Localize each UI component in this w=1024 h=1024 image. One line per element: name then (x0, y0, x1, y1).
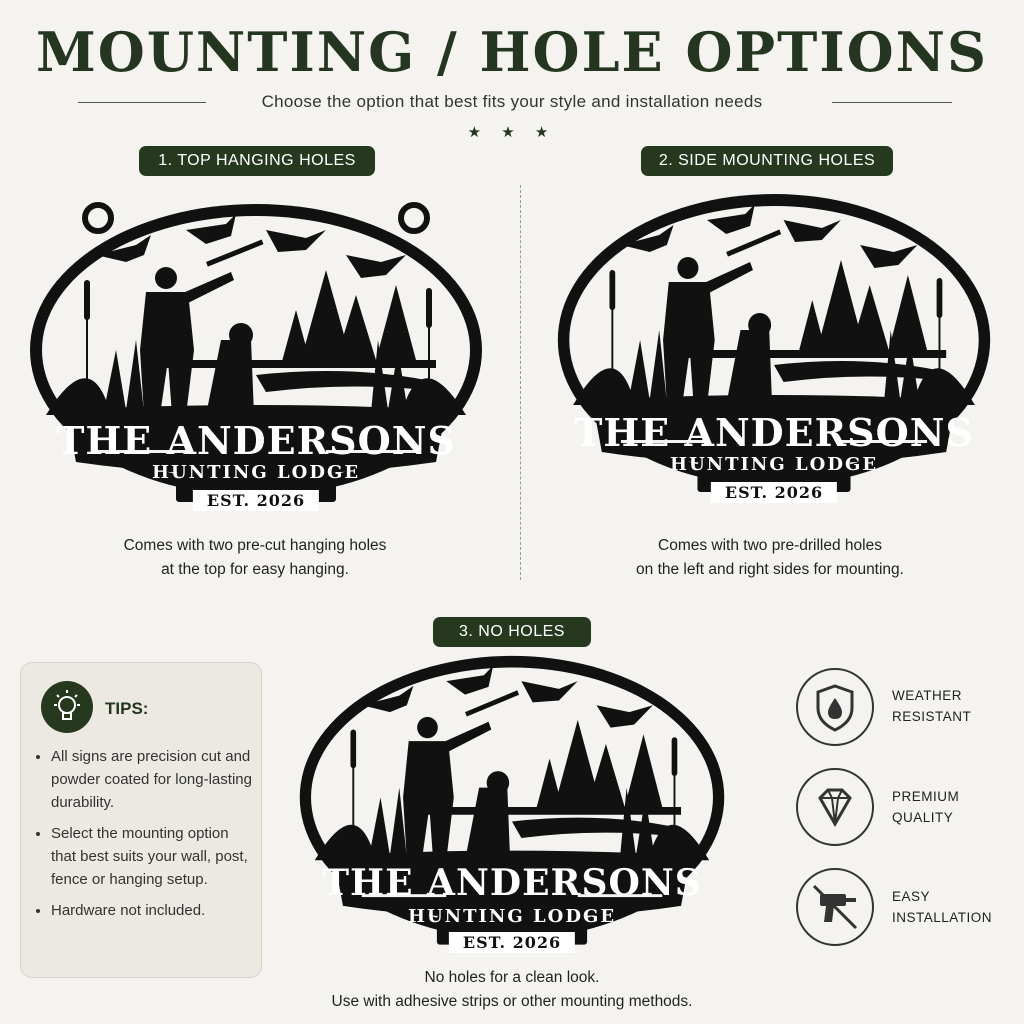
option-3-label: 3. NO HOLES (433, 617, 591, 647)
no-drill-icon (796, 868, 874, 946)
option-3-caption: No holes for a clean look. Use with adhesive strips or other mounting methods. (331, 969, 693, 1010)
sign-subtitle: HUNTING LODGE (151, 462, 361, 483)
weather-shield-icon (796, 668, 874, 746)
column-divider (520, 185, 521, 580)
page-title: MOUNTING / HOLE OPTIONS (36, 20, 988, 84)
sign-no-holes (296, 652, 728, 962)
sign-est: EST. 2026 (449, 932, 575, 953)
page-subtitle: Choose the option that best fits your style and installation needs (261, 92, 763, 111)
sign-subtitle: HUNTING LODGE (407, 906, 617, 927)
sign-top-holes (26, 200, 486, 520)
sign-est: EST. 2026 (711, 482, 837, 503)
feature-weather-label: WEATHER RESISTANT (892, 688, 972, 724)
lightbulb-icon (41, 681, 93, 733)
diamond-icon (796, 768, 874, 846)
subtitle-rule-right (832, 102, 952, 103)
sign-name: THE ANDERSONS (322, 862, 702, 904)
option-1-label: 1. TOP HANGING HOLES (139, 146, 375, 176)
feature-quality-label: PREMIUM QUALITY (892, 789, 960, 825)
sign-subtitle: HUNTING LODGE (669, 454, 879, 475)
sign-side-holes (554, 190, 994, 510)
option-2-label: 2. SIDE MOUNTING HOLES (641, 146, 893, 176)
feature-install-label: EASY INSTALLATION (892, 889, 993, 925)
tip-item: • All signs are precision cut and powder coated for long-lasting durability. (51, 745, 256, 814)
tips-panel (20, 662, 262, 978)
tip-item: • Select the mounting option that best suits your wall, post, fence or hanging setup. (51, 822, 256, 891)
tips-list (35, 745, 256, 930)
sign-name: THE ANDERSONS (56, 418, 456, 463)
option-1-caption: Comes with two pre-cut hanging holes at the top for easy hanging. (123, 537, 387, 578)
sign-est: EST. 2026 (193, 490, 319, 511)
decorative-stars: ★ ★ ★ (467, 124, 557, 141)
tip-item: • Hardware not included. (51, 899, 256, 922)
tips-heading: TIPS: (105, 699, 149, 718)
option-2-caption: Comes with two pre-drilled holes on the left and right sides for mounting. (636, 537, 904, 578)
sign-name: THE ANDERSONS (574, 410, 974, 455)
